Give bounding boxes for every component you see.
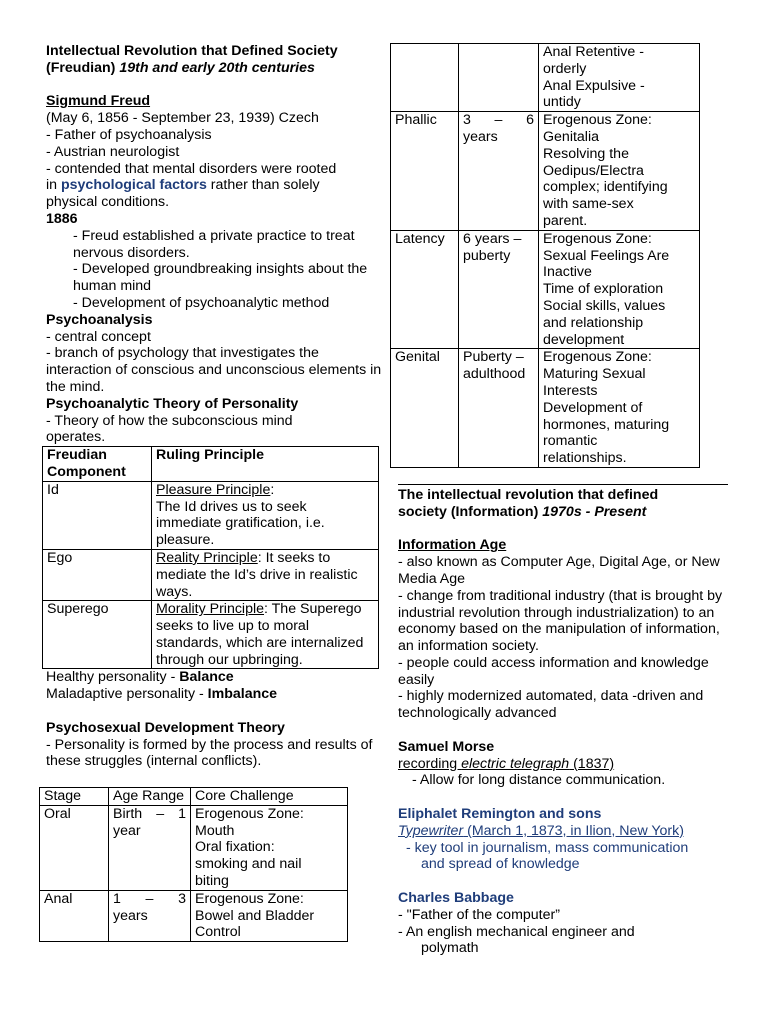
year-heading: 1886 — [46, 210, 78, 227]
info-age-heading: Information Age — [398, 537, 507, 554]
divider — [398, 484, 728, 485]
table-cell: Reality Principle: It seeks to mediate the Id’s drive in realistic ways. — [152, 549, 379, 600]
table-row — [43, 549, 379, 600]
ptp-heading: Psychoanalytic Theory of Personality — [46, 395, 299, 412]
freud-line: - Austrian neurologist — [46, 143, 180, 160]
table-cell: Id — [43, 481, 152, 549]
freud-line: - contended that mental disorders were rooted — [46, 160, 337, 177]
table-cell: Anal Retentive - orderly Anal Expulsive - untidy — [539, 44, 700, 112]
remington-item: - key tool in journalism, mass communication — [406, 839, 689, 856]
morse-item: - Allow for long distance communication. — [412, 772, 666, 789]
table-row — [43, 601, 379, 669]
table-cell: Erogenous Zone: Mouth Oral fixation: smoking and nail biting — [191, 805, 348, 890]
year-item: - Developed groundbreaking insights about the human mind — [73, 261, 368, 295]
table-row — [391, 44, 700, 112]
table-row — [391, 112, 700, 231]
table-header: Core Challenge — [191, 788, 348, 806]
table-cell: Puberty – adulthood — [459, 349, 539, 468]
right-column — [390, 43, 730, 957]
table-cell: Erogenous Zone: Sexual Feelings Are Inactive Time of exploration Social skills, values and relationship development — [539, 230, 700, 349]
table-cell: Pleasure Principle: The Id drives us to seek immediate gratification, i.e. pleasure. — [152, 481, 379, 549]
morse-heading: Samuel Morse — [398, 738, 495, 755]
healthy-line: Healthy personality - Balance — [46, 669, 234, 686]
table-cell: Erogenous Zone: Genitalia Resolving the Oedipus/Electra complex; identifying with same-sex parent. — [539, 112, 700, 231]
psychoanalysis-item: - branch of psychology that investigates the interaction of conscious and unconscious elements in the mind. — [46, 345, 382, 395]
freud-line: - Father of psychoanalysis — [46, 126, 212, 143]
table-cell: Anal — [40, 890, 109, 941]
psychosexual-table — [39, 787, 348, 942]
table-cell: Ego — [43, 549, 152, 600]
psd-heading: Psychosexual Development Theory — [46, 719, 285, 736]
table-cell: Genital — [391, 349, 459, 468]
table-cell: 1 – 3 years — [109, 890, 191, 941]
freud-line: in psychological factors rather than solely — [46, 177, 320, 194]
psychoanalysis-item: - central concept — [46, 328, 151, 345]
info-age-item: - change from traditional industry (that is brought by industrial revolution through industrialization) to an economy based on the manipulation of information, an information society. — [398, 587, 723, 655]
table-cell: 6 years – puberty — [459, 230, 539, 349]
table-cell: Birth – 1 year — [109, 805, 191, 890]
remington-item: and spread of knowledge — [421, 856, 580, 873]
info-age-item: - highly modernized automated, data -driven and technologically advanced — [398, 688, 704, 722]
table-cell: Phallic — [391, 112, 459, 231]
freud-heading: Sigmund Freud — [46, 93, 151, 110]
table-row — [40, 805, 348, 890]
ptp-item: - Theory of how the subconscious mind operates. — [46, 412, 293, 446]
table-cell — [391, 44, 459, 112]
table-cell: 3 – 6 years — [459, 112, 539, 231]
table-row — [40, 890, 348, 941]
section-title-freudian: Intellectual Revolution that Defined Society (Freudian) 19th and early 20th centuries — [46, 43, 338, 76]
table-cell — [459, 44, 539, 112]
babbage-heading: Charles Babbage — [398, 890, 514, 907]
info-age-item: - people could access information and knowledge easily — [398, 654, 709, 688]
table-cell: Latency — [391, 230, 459, 349]
table-row — [43, 481, 379, 549]
remington-heading: Eliphalet Remington and sons — [398, 806, 602, 823]
psd-item: - Personality is formed by the process and results of these struggles (internal conflicts). — [46, 736, 373, 770]
psychoanalysis-heading: Psychoanalysis — [46, 311, 153, 328]
freud-line: physical conditions. — [46, 194, 170, 211]
year-item: - Development of psychoanalytic method — [73, 294, 330, 311]
morse-invention: recording electric telegraph (1837) — [398, 755, 615, 772]
table-cell: Erogenous Zone: Maturing Sexual Interests Development of hormones, maturing romantic relationships. — [539, 349, 700, 468]
table-cell: Superego — [43, 601, 152, 669]
table-cell: Oral — [40, 805, 109, 890]
section-title-information: The intellectual revolution that defined society (Information) 1970s - Present — [398, 486, 659, 520]
freudian-components-table — [42, 446, 379, 669]
maladaptive-line: Maladaptive personality - Imbalance — [46, 686, 278, 703]
table-header: Freudian Component — [43, 447, 152, 482]
babbage-item: - An english mechanical engineer and — [398, 923, 635, 940]
table-cell: Erogenous Zone: Bowel and Bladder Control — [191, 890, 348, 941]
freud-line: (May 6, 1856 - September 23, 1939) Czech — [46, 110, 319, 127]
table-header: Ruling Principle — [152, 447, 379, 482]
table-header: Stage — [40, 788, 109, 806]
psychological-factors-highlight: psychological factors — [60, 177, 207, 194]
table-row — [391, 349, 700, 468]
babbage-item: - "Father of the computer” — [398, 906, 560, 923]
psychosexual-table-continued — [390, 43, 700, 468]
babbage-item: polymath — [421, 940, 479, 957]
year-item: - Freud established a private practice to treat nervous disorders. — [73, 227, 355, 261]
table-cell: Morality Principle: The Superego seeks to live up to moral standards, which are internalized through our upbringing. — [152, 601, 379, 669]
table-header: Age Range — [109, 788, 191, 806]
remington-invention: Typewriter (March 1, 1873, in Ilion, New York) — [398, 822, 684, 839]
info-age-item: - also known as Computer Age, Digital Age, or New Media Age — [398, 554, 720, 587]
left-column — [46, 43, 386, 942]
table-row — [391, 230, 700, 349]
